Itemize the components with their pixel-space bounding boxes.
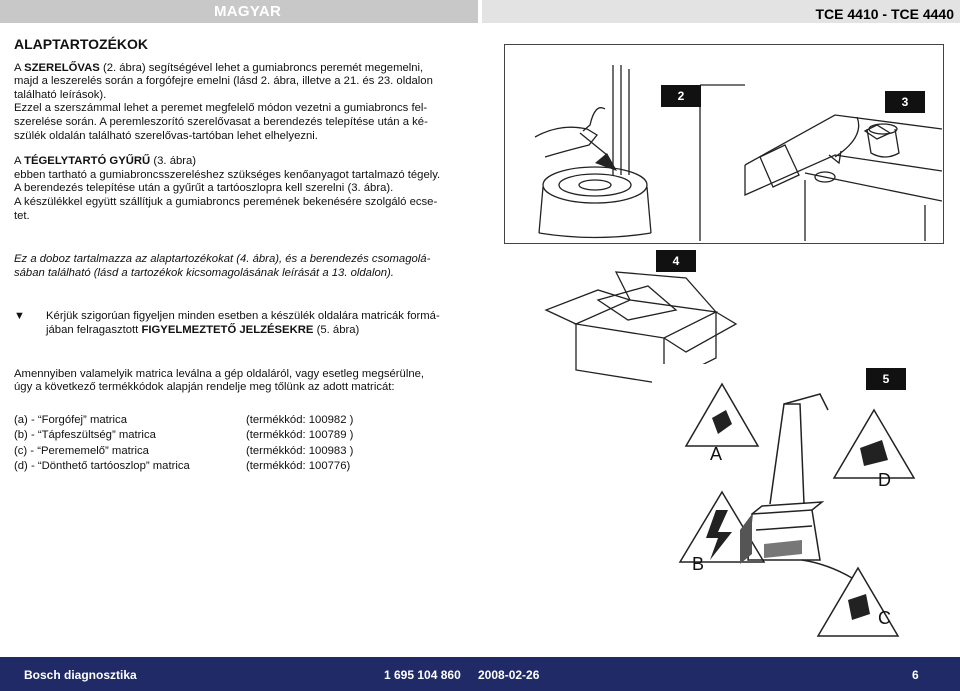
text-line: úgy a következő termékkódok alapján rendelje meg tőlünk az adott matricát: — [14, 381, 395, 394]
header-language-bar — [0, 0, 478, 23]
header-model-bar — [482, 0, 960, 23]
tyre-changer-drawing — [505, 45, 942, 242]
lightning-bolt-icon — [706, 510, 732, 560]
figure-number-badge: 2 — [661, 85, 701, 107]
paragraph-tyre-lever: A SZERELŐVAS (2. ábra) segítségével lehet a gumiabroncs peremét megemelni, — [14, 61, 424, 74]
list-item: (b) - “Tápfeszültség” matrica (termékkód: 100789 ) — [14, 429, 354, 442]
footer-document-code: 1 695 104 860 — [384, 668, 461, 682]
footer-page-number: 6 — [912, 668, 919, 682]
warning-sticker-drawing — [652, 364, 946, 652]
text-line: szülék oldalán található szerelővas-tartóban lehet elhelyezni. — [14, 129, 318, 142]
page-footer — [0, 657, 960, 691]
list-item: (a) - “Forgófej” matrica (termékkód: 100982 ) — [14, 413, 354, 426]
figure-number-badge: 4 — [656, 250, 696, 272]
text-line: Ezzel a szerszámmal lehet a peremet megfelelő módon vezetni a gumiabroncs fel- — [14, 102, 428, 115]
figure-number-badge: 5 — [866, 368, 906, 390]
footer-company: Bosch diagnosztika — [24, 668, 137, 682]
label-a: A — [710, 444, 723, 464]
footer-date: 2008-02-26 — [478, 668, 540, 682]
paragraph-crucible-ring: A TÉGELYTARTÓ GYŰRŰ (3. ábra) — [14, 155, 197, 168]
text-line: található leírások). — [14, 88, 107, 101]
model-label: TCE 4410 - TCE 4440 — [815, 6, 954, 22]
label-c: C — [878, 608, 891, 628]
figure-2-3-illustration — [504, 44, 944, 244]
arrow-icon — [595, 153, 617, 171]
text-line: A készülékkel együtt szállítjuk a gumiabroncs peremének bekenésére szolgáló ecse- — [14, 195, 438, 208]
list-item: (c) - “Perememelő” matrica (termékkód: 100983 ) — [14, 444, 354, 457]
text-column — [14, 38, 454, 475]
text-line: A berendezés telepítése után a gyűrűt a tartóoszlopra kell szerelni (3. ábra). — [14, 182, 394, 195]
language-label: MAGYAR — [214, 3, 282, 20]
paragraph-box-contents: Ez a doboz tartalmazza az alaptartozékokat (4. ábra), és a berendezés csomagolá- — [14, 253, 431, 266]
text-line: majd a leszerelés során a forgófejre emelni (lásd 2. ábra, illetve a 21. és 23. oldalon — [14, 75, 433, 88]
warning-triangle-icon: ▼ — [14, 310, 25, 323]
label-b: B — [692, 554, 705, 574]
text-line: szerelése során. A peremleszorító szerelővasat a berendezés telepítése után a ké- — [14, 115, 428, 128]
section-title: ALAPTARTOZÉKOK — [14, 36, 149, 52]
sticker-code-list — [14, 413, 454, 475]
text-line: ebben tartható a gumiabroncsszereléshez szükséges kenőanyagot tartalmazó tégely. — [14, 168, 441, 181]
figure-5-warning-labels — [652, 364, 946, 652]
list-item: (d) - “Dönthető tartóoszlop” matrica (termékkód: 100776) — [14, 460, 351, 473]
paragraph-sticker-order: Amennyiben valamelyik matrica leválna a gép oldaláról, vagy esetleg megsérülne, — [14, 367, 425, 380]
figure-number-badge: 3 — [885, 91, 925, 113]
text-line: tet. — [14, 209, 30, 222]
warning-note: ▼ Kérjük szigorúan figyeljen minden esetben a készülék oldalára matricák formá- jában felragasztott FIGYELMEZTETŐ JELZÉSEKRE (5. ábra) — [14, 310, 440, 336]
label-d: D — [878, 470, 891, 490]
text-line: sában található (lásd a tartozékok kicsomagolásának leírását a 13. oldalon). — [14, 266, 394, 279]
